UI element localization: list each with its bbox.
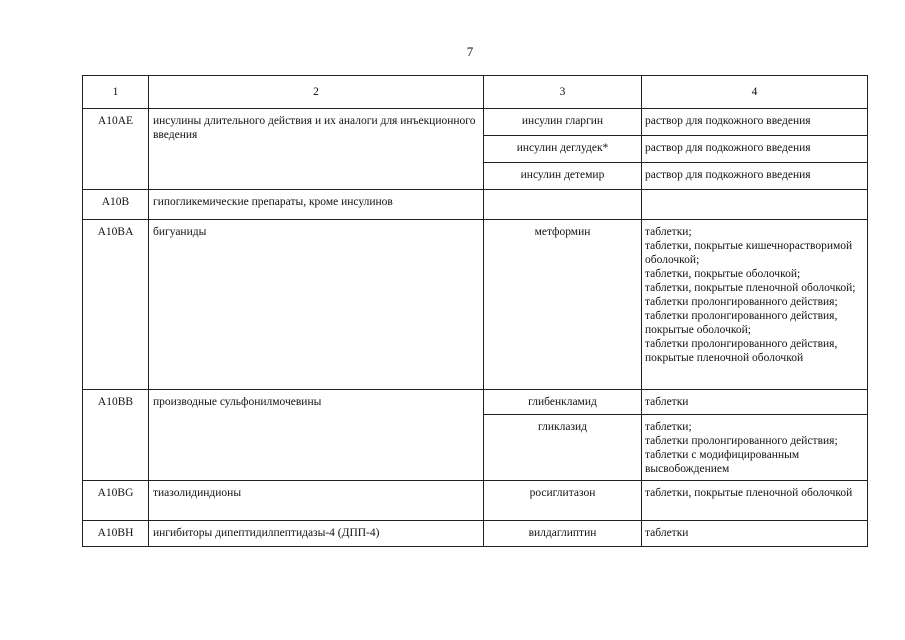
drug-name: инсулин деглудек*: [484, 136, 642, 163]
drug-name: росиглитазон: [484, 481, 642, 521]
dosage-form: раствор для подкожного введения: [642, 109, 868, 136]
drug-name: инсулин детемир: [484, 163, 642, 190]
dosage-form: таблетки; таблетки пролонгированного действия; таблетки с модифицированным высвобождением: [642, 415, 868, 481]
table-row: [83, 390, 868, 415]
table-row: [83, 109, 868, 136]
dosage-form: таблетки: [642, 390, 868, 415]
page-number: 7: [466, 44, 474, 59]
column-header: 4: [642, 76, 868, 109]
group-name: гипогликемические препараты, кроме инсулинов: [149, 190, 484, 220]
column-header: 3: [484, 76, 642, 109]
dosage-form: таблетки: [642, 521, 868, 547]
atc-code: A10BB: [83, 390, 149, 481]
drug-name: гликлазид: [484, 415, 642, 481]
table-header-row: [83, 76, 868, 109]
atc-code: A10BG: [83, 481, 149, 521]
atc-code: A10BH: [83, 521, 149, 547]
table-row: [83, 481, 868, 521]
dosage-form: таблетки; таблетки, покрытые кишечнорастворимой оболочкой; таблетки, покрытые оболочкой; таблетки, покрытые пленочной оболочкой; таблетки пролонгированного действия; таблетки пролонгированного действия, покрытые оболочкой; таблетки пролонгированного действия, покрытые пленочной оболочкой: [642, 220, 868, 390]
table-row: [83, 220, 868, 390]
drug-name-empty: [484, 190, 642, 220]
table-row: [83, 190, 868, 220]
group-name: ингибиторы дипептидилпептидазы-4 (ДПП-4): [149, 521, 484, 547]
atc-code: A10AE: [83, 109, 149, 190]
group-name: бигуаниды: [149, 220, 484, 390]
group-name: тиазолидиндионы: [149, 481, 484, 521]
dosage-form-empty: [642, 190, 868, 220]
group-name: производные сульфонилмочевины: [149, 390, 484, 481]
dosage-form: таблетки, покрытые пленочной оболочкой: [642, 481, 868, 521]
dosage-form: раствор для подкожного введения: [642, 136, 868, 163]
table-row: [83, 521, 868, 547]
drug-name: инсулин гларгин: [484, 109, 642, 136]
column-header: 1: [83, 76, 149, 109]
drug-name: метформин: [484, 220, 642, 390]
group-name: инсулины длительного действия и их аналоги для инъекционного введения: [149, 109, 484, 190]
dosage-form: раствор для подкожного введения: [642, 163, 868, 190]
atc-code: A10BA: [83, 220, 149, 390]
column-header: 2: [149, 76, 484, 109]
atc-code: A10B: [83, 190, 149, 220]
drug-name: глибенкламид: [484, 390, 642, 415]
drug-table: [82, 75, 868, 547]
drug-name: вилдаглиптин: [484, 521, 642, 547]
